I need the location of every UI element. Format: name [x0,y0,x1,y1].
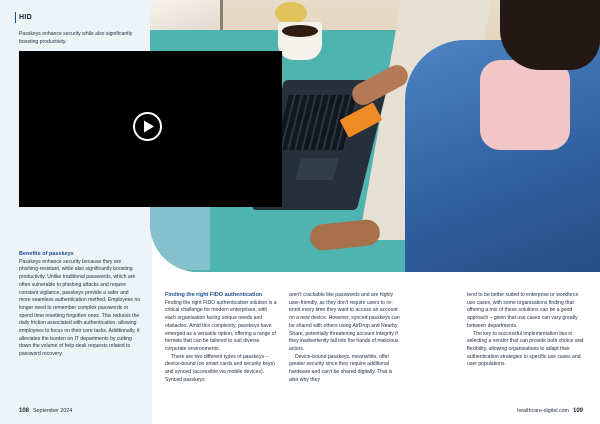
site-url: healthcare-digital.com [517,408,569,414]
column-1 [19,251,141,359]
play-button[interactable] [133,112,162,141]
finding-fido-heading: Finding the right FIDO authentication [165,292,263,298]
column-3 [289,292,403,384]
intro-text: Passkeys enhance security while also significantly boosting productivity. [19,31,133,45]
right-page-number: 109 [572,408,583,414]
benefits-text: Passkeys enhance security because they are phishing-resistant, while also significantly boosting productivity. Unlike traditional passwords, which are often vulnerable to phishing attacks and require constant vigilance, passkeys provide a safer and more seamless authentication method. Employees no longer need to remember complex passwords or spend time resetting forgotten ones. This reduces the daily friction associated with authentication, allowing employees to focus on their core tasks. Additionally, it alleviates the burden on IT departments by cutting down the volume of help-desk requests related to password recovery. [19,258,141,358]
left-page-number: 108 [19,408,30,414]
column-2 [165,292,277,384]
footer-right [517,408,583,414]
benefits-heading: Benefits of passkeys [19,251,74,257]
issue-date: September 2024 [33,408,73,414]
play-icon [135,114,160,139]
section-tag: HID [19,14,32,21]
column-4 [467,292,585,369]
column-4-paragraph-2: The key to successful implementation lies in selecting a vendor that can provide both choice and flexibility, allowing organisations to adapt their authentication strategies to specific use cases and user populations. [467,330,584,368]
column-3-paragraph-2: Device-bound passkeys, meanwhile, offer greater security since they require additional hardware and can't be shared digitally. That is also why they [289,353,393,383]
column-2-paragraph-1: Finding the right FIDO authentication solution is a critical challenge for modern enterprises, with each organisation facing unique needs and obstacles. Amid this complexity, passkeys have emerged as a versatile option, offering a range of formats that can be tailored to suit diverse corporate environments. [165,299,277,352]
column-3-paragraph-1: aren't crackable like passwords and are highly user-friendly, as they don't require users to re-enrol every time they want to access an account on a new device. However, synced passkeys can be shared with others using AirDrop and Nearby Share, potentially threatening account integrity if they inadvertently fall into the hands of malicious actors. [289,292,400,352]
footer-left [19,408,72,414]
column-2-paragraph-2: There are two different types of passkeys – device-bound (on smart cards and security keys) and synced (accessible via mobile devices). Synced passkeys [165,353,275,383]
column-4-paragraph-1: tend to be better suited to enterprise or workforce use cases, with some organisations finding that offering a mix of these solutions can be a good approach – given that use cases can vary greatly between departments. [467,292,579,329]
